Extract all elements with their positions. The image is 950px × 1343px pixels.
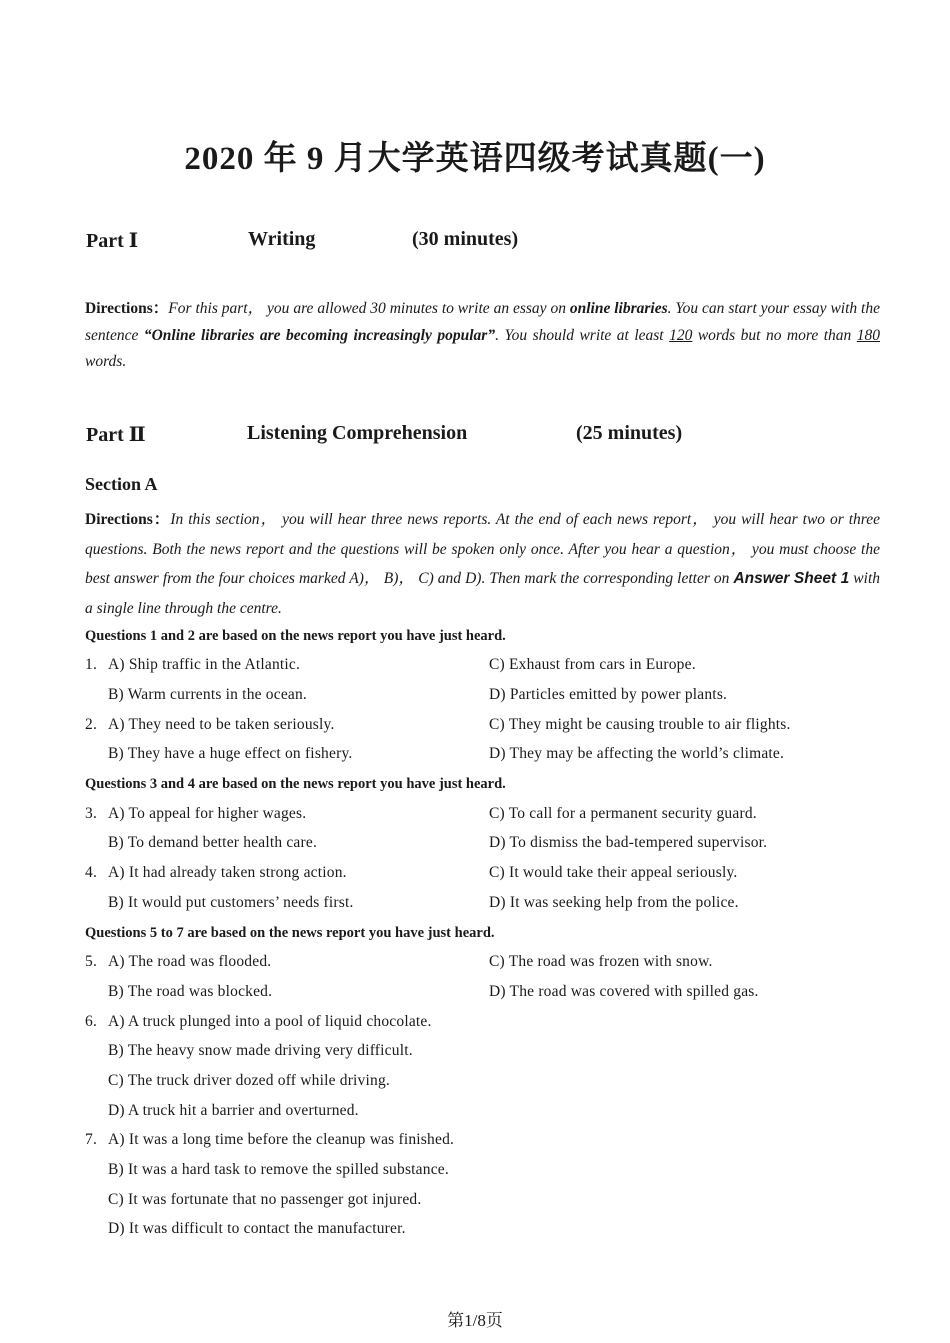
option-c: C) Exhaust from cars in Europe. bbox=[489, 656, 696, 673]
option-b: B) The road was blocked. bbox=[108, 983, 273, 1000]
question-number: 1. bbox=[85, 656, 98, 673]
option-c: C) They might be causing trouble to air flights. bbox=[489, 716, 791, 733]
part-1-time: (30 minutes) bbox=[412, 228, 519, 250]
option-b: B) The heavy snow made driving very difficult. bbox=[108, 1042, 413, 1059]
option-a: A) It was a long time before the cleanup was finished. bbox=[108, 1131, 455, 1148]
directions-label: Directions： bbox=[85, 300, 169, 317]
option-c: C) To call for a permanent security guard. bbox=[489, 805, 757, 822]
option-b: B) It was a hard task to remove the spilled substance. bbox=[108, 1161, 449, 1178]
question-number: 2. bbox=[85, 716, 98, 733]
question-number: 3. bbox=[85, 805, 98, 822]
option-a: A) It had already taken strong action. bbox=[108, 864, 347, 881]
page-title: 2020 年 9 月大学英语四级考试真题(一) bbox=[184, 141, 766, 177]
part-2-label: Part Ⅱ bbox=[86, 424, 146, 446]
page-number: 第1/8页 bbox=[447, 1311, 503, 1330]
section-a-heading: Section A bbox=[85, 474, 158, 494]
part-2-name: Listening Comprehension bbox=[247, 422, 468, 444]
question-number: 5. bbox=[85, 953, 98, 970]
option-d: D) It was difficult to contact the manufacturer. bbox=[108, 1220, 406, 1237]
directions-label: Directions： bbox=[85, 511, 171, 528]
question-number: 6. bbox=[85, 1013, 98, 1030]
listening-directions: Directions：In this section， you will hear three news reports. At the end of each news report， you will hear two or three questions. Both the news report and the questions will be spoken only once. After you hear a question， you must choose the best answer from the four choices marked A)， B)， C) and D). Then mark the corresponding letter on Answer Sheet 1 with a single line through the centre. bbox=[85, 511, 881, 617]
option-a: A) They need to be taken seriously. bbox=[108, 716, 335, 733]
essay-topic: online libraries bbox=[569, 300, 668, 317]
option-d: D) To dismiss the bad-tempered supervisor. bbox=[489, 834, 768, 851]
option-b: B) It would put customers’ needs first. bbox=[108, 894, 354, 911]
part-1-label: Part Ⅰ bbox=[86, 230, 139, 252]
option-c: C) It would take their appeal seriously. bbox=[489, 864, 738, 881]
option-c: C) The road was frozen with snow. bbox=[489, 953, 713, 970]
max-words: 180 bbox=[856, 326, 880, 344]
question-number: 4. bbox=[85, 864, 98, 881]
option-c: C) It was fortunate that no passenger got injured. bbox=[108, 1191, 422, 1208]
writing-directions: Directions：For this part， you are allowed 30 minutes to write an essay on online libraries. You can start your essay with the sentence “Online libraries are becoming increasingly popular”. You should write at least 120 words but no more than 180 words. bbox=[85, 300, 880, 370]
question-group-heading: Questions 3 and 4 are based on the news report you have just heard. bbox=[85, 776, 506, 792]
min-words: 120 bbox=[669, 326, 693, 344]
option-d: D) A truck hit a barrier and overturned. bbox=[108, 1102, 359, 1119]
option-a: A) The road was flooded. bbox=[108, 953, 272, 970]
question-group-heading: Questions 5 to 7 are based on the news report you have just heard. bbox=[85, 925, 495, 941]
question-number: 7. bbox=[85, 1131, 98, 1148]
option-c: C) The truck driver dozed off while driving. bbox=[108, 1072, 390, 1089]
option-b: B) They have a huge effect on fishery. bbox=[108, 745, 353, 762]
option-d: D) Particles emitted by power plants. bbox=[489, 686, 728, 703]
part-1-name: Writing bbox=[248, 228, 316, 250]
option-d: D) They may be affecting the world’s climate. bbox=[489, 745, 785, 762]
option-a: A) A truck plunged into a pool of liquid chocolate. bbox=[108, 1013, 432, 1030]
answer-sheet-ref: Answer Sheet 1 bbox=[733, 570, 850, 588]
option-b: B) To demand better health care. bbox=[108, 834, 318, 851]
option-a: A) Ship traffic in the Atlantic. bbox=[108, 656, 301, 673]
option-b: B) Warm currents in the ocean. bbox=[108, 686, 308, 703]
option-a: A) To appeal for higher wages. bbox=[108, 805, 307, 822]
part-2-time: (25 minutes) bbox=[576, 422, 683, 444]
essay-sentence: “Online libraries are becoming increasingly popular” bbox=[143, 326, 496, 344]
option-d: D) It was seeking help from the police. bbox=[489, 894, 739, 911]
option-d: D) The road was covered with spilled gas. bbox=[489, 983, 759, 1000]
question-group-heading: Questions 1 and 2 are based on the news report you have just heard. bbox=[85, 628, 506, 644]
